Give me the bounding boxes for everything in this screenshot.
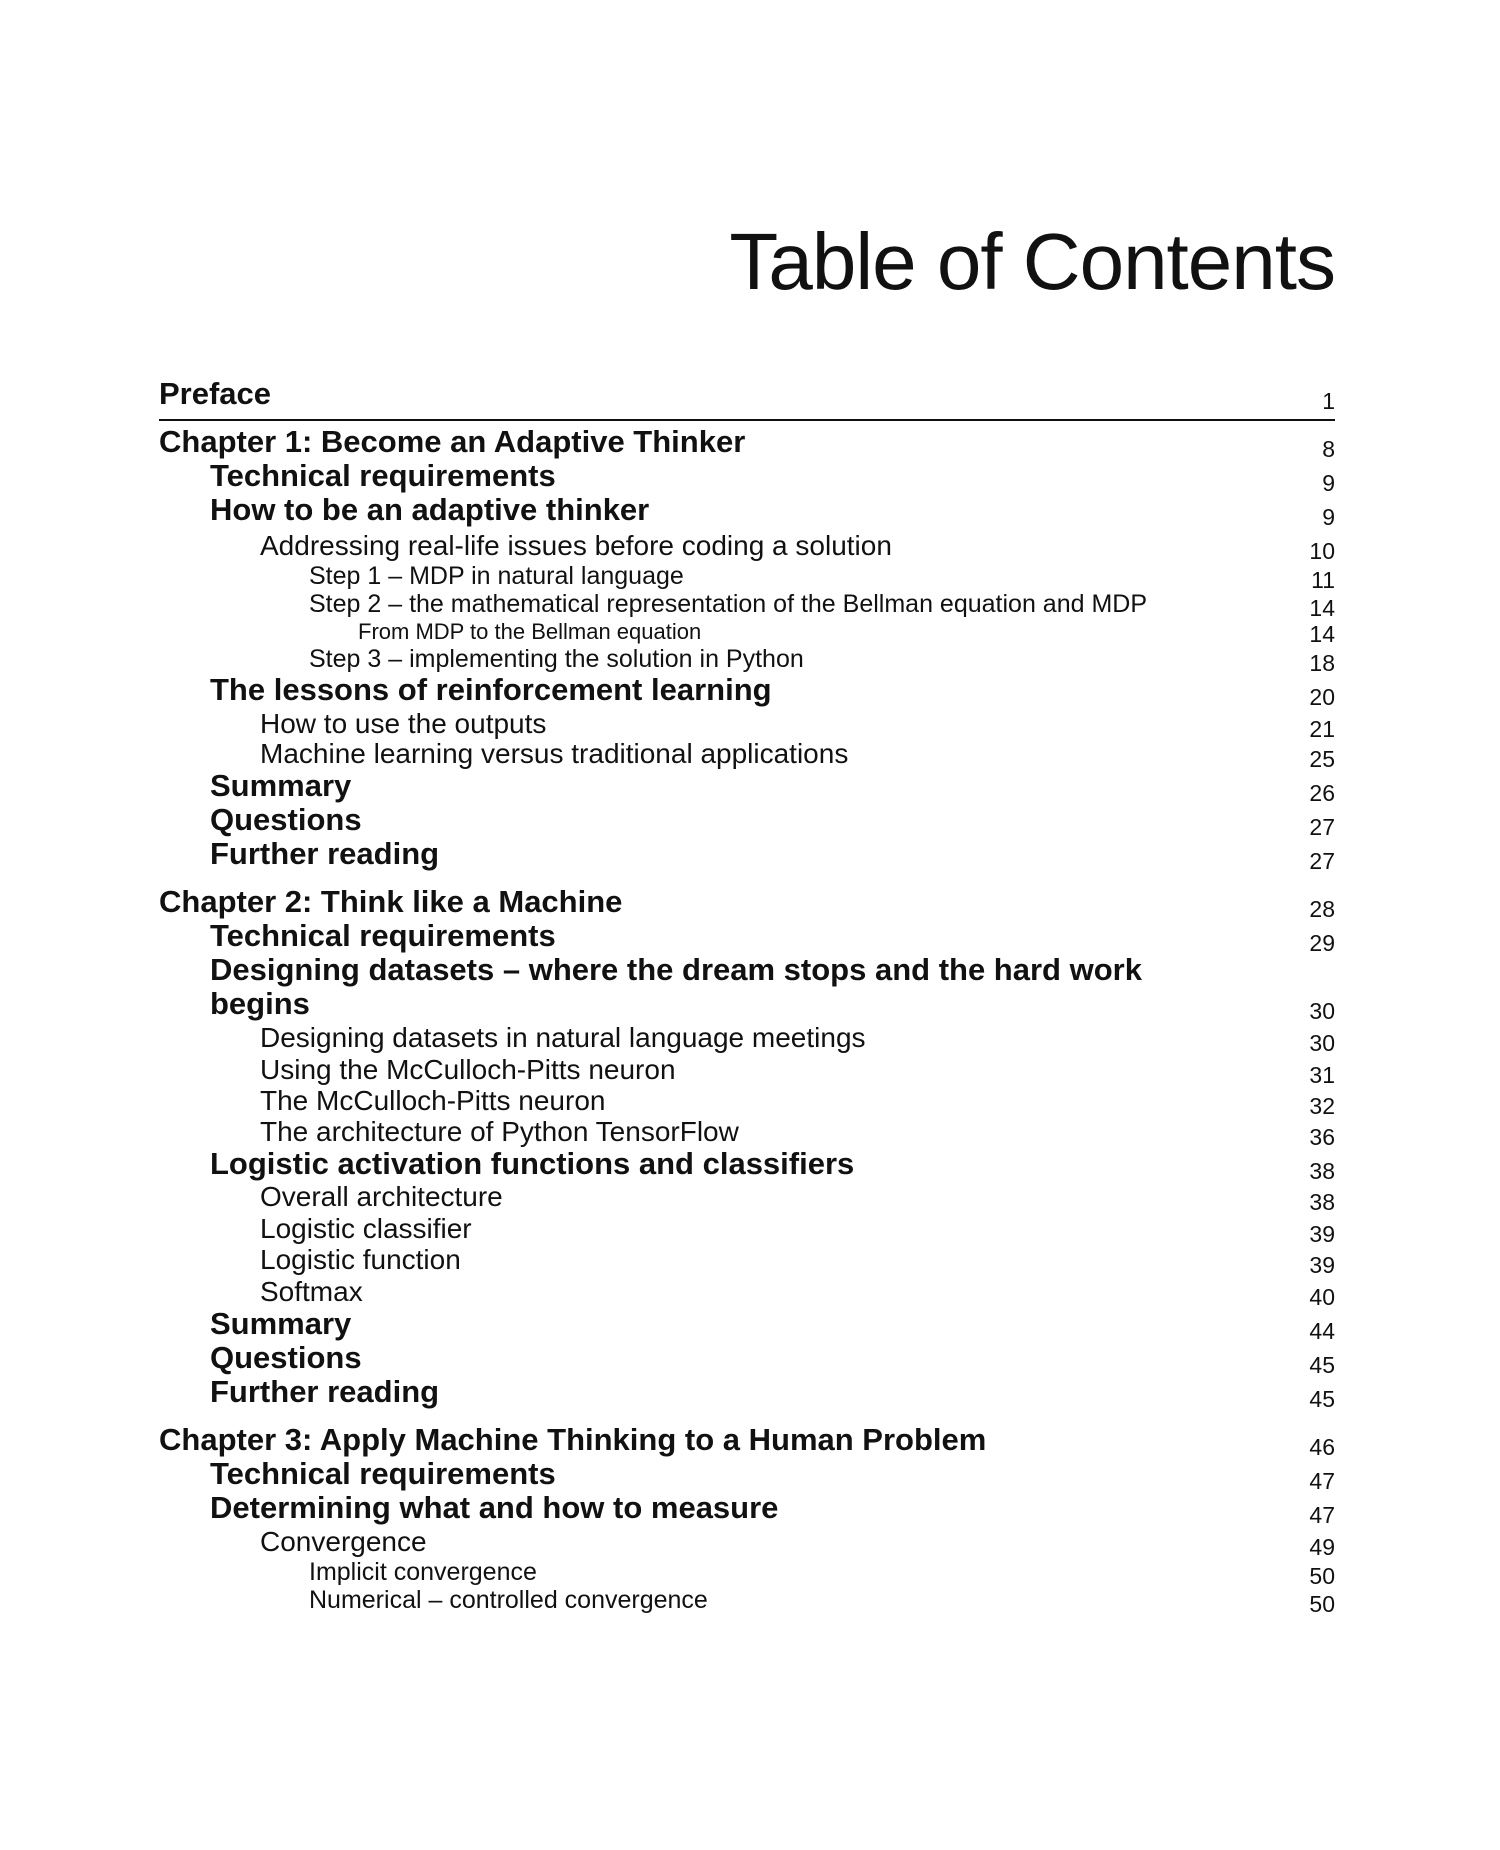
toc-entry-page-number: 38 (1309, 1158, 1335, 1184)
toc-entry-label: From MDP to the Bellman equation (358, 619, 702, 644)
toc-entry-label: Technical requirements (210, 1456, 556, 1491)
toc-entry-label: Logistic classifier (260, 1213, 472, 1244)
toc-entry-page-number: 14 (1309, 621, 1335, 647)
toc-entry-label: Overall architecture (260, 1181, 503, 1212)
toc-entry-label: Further reading (210, 1374, 440, 1409)
toc-entry-label: Technical requirements (210, 918, 556, 953)
toc-entry-page-number: 45 (1309, 1386, 1335, 1412)
toc-entry-label: Step 1 – MDP in natural language (309, 562, 684, 590)
toc-entry-page-number: 27 (1309, 814, 1335, 840)
toc-entry-page-number: 30 (1309, 1030, 1335, 1056)
toc-entry-label: Logistic activation functions and classifiers (210, 1146, 855, 1181)
toc-entry-page-number: 47 (1309, 1502, 1335, 1528)
toc-entry-label: Designing datasets in natural language meetings (260, 1022, 866, 1053)
toc-entry-page-number: 32 (1309, 1093, 1335, 1119)
toc-entry-label: Step 2 – the mathematical representation of the Bellman equation and MDP (309, 590, 1148, 618)
toc-list (159, 0, 1335, 1850)
toc-entry-page-number: 21 (1309, 716, 1335, 742)
toc-entry-page-number: 49 (1309, 1534, 1335, 1560)
toc-entry-label: Further reading (210, 836, 440, 871)
toc-entry-label: Softmax (260, 1276, 363, 1307)
toc-entry-label: How to use the outputs (260, 708, 547, 739)
toc-entry-page-number: 8 (1322, 436, 1335, 462)
toc-entry-label: Step 3 – implementing the solution in Python (309, 645, 804, 673)
toc-entry-label: Designing datasets – where the dream stops and the hard work (210, 952, 1142, 987)
toc-entry-label: Questions (210, 802, 362, 837)
toc-entry-label: Addressing real-life issues before coding a solution (260, 530, 892, 561)
toc-entry-page-number: 39 (1309, 1221, 1335, 1247)
toc-entry-page-number: 40 (1309, 1284, 1335, 1310)
toc-entry-label: How to be an adaptive thinker (210, 492, 650, 527)
toc-entry-label: The McCulloch-Pitts neuron (260, 1085, 606, 1116)
toc-entry-page-number: 25 (1309, 746, 1335, 772)
toc-entry-label: Determining what and how to measure (210, 1490, 779, 1525)
toc-entry-page-number: 14 (1309, 595, 1335, 621)
preface-divider (159, 419, 1335, 421)
toc-entry-label: Preface (159, 376, 272, 411)
toc-entry-label: begins (210, 986, 310, 1021)
toc-entry-page-number: 11 (1311, 567, 1335, 593)
toc-entry-label: Summary (210, 768, 352, 803)
toc-entry-page-number: 50 (1309, 1591, 1335, 1617)
toc-entry-page-number: 47 (1309, 1468, 1335, 1494)
toc-entry-page-number: 10 (1309, 538, 1335, 564)
toc-entry-label: The lessons of reinforcement learning (210, 672, 772, 707)
toc-entry-page-number: 46 (1309, 1434, 1335, 1460)
toc-entry-label: Implicit convergence (309, 1558, 537, 1586)
toc-entry-page-number: 50 (1309, 1563, 1335, 1589)
toc-entry-label: Numerical – controlled convergence (309, 1586, 708, 1614)
toc-entry-page-number: 1 (1322, 388, 1335, 414)
page-title: Table of Contents (729, 217, 1335, 306)
toc-entry-label: Machine learning versus traditional applications (260, 738, 849, 769)
toc-entry-page-number: 38 (1309, 1189, 1335, 1215)
toc-entry-label: Using the McCulloch-Pitts neuron (260, 1054, 676, 1085)
toc-entry-label: Technical requirements (210, 458, 556, 493)
toc-entry-page-number: 30 (1309, 998, 1335, 1024)
toc-entry-page-number: 9 (1322, 504, 1335, 530)
toc-entry-label: Chapter 2: Think like a Machine (159, 884, 623, 919)
toc-entry-page-number: 18 (1309, 650, 1335, 676)
toc-entry-page-number: 45 (1309, 1352, 1335, 1378)
toc-entry-page-number: 39 (1309, 1252, 1335, 1278)
toc-entry-page-number: 29 (1309, 930, 1335, 956)
toc-entry-label: The architecture of Python TensorFlow (260, 1116, 739, 1147)
toc-entry-page-number: 31 (1309, 1062, 1335, 1088)
toc-entry-page-number: 27 (1309, 848, 1335, 874)
toc-entry-label: Logistic function (260, 1244, 461, 1275)
toc-entry-page-number: 44 (1309, 1318, 1335, 1344)
toc-entry-page-number: 26 (1309, 780, 1335, 806)
toc-entry-page-number: 28 (1309, 896, 1335, 922)
toc-entry-label: Chapter 1: Become an Adaptive Thinker (159, 424, 746, 459)
toc-entry-label: Questions (210, 1340, 362, 1375)
toc-entry-page-number: 36 (1309, 1124, 1335, 1150)
toc-entry-label: Summary (210, 1306, 352, 1341)
toc-entry-label: Chapter 3: Apply Machine Thinking to a Human Problem (159, 1422, 987, 1457)
toc-entry-page-number: 9 (1322, 470, 1335, 496)
toc-entry-page-number: 20 (1309, 684, 1335, 710)
toc-entry-label: Convergence (260, 1526, 427, 1557)
